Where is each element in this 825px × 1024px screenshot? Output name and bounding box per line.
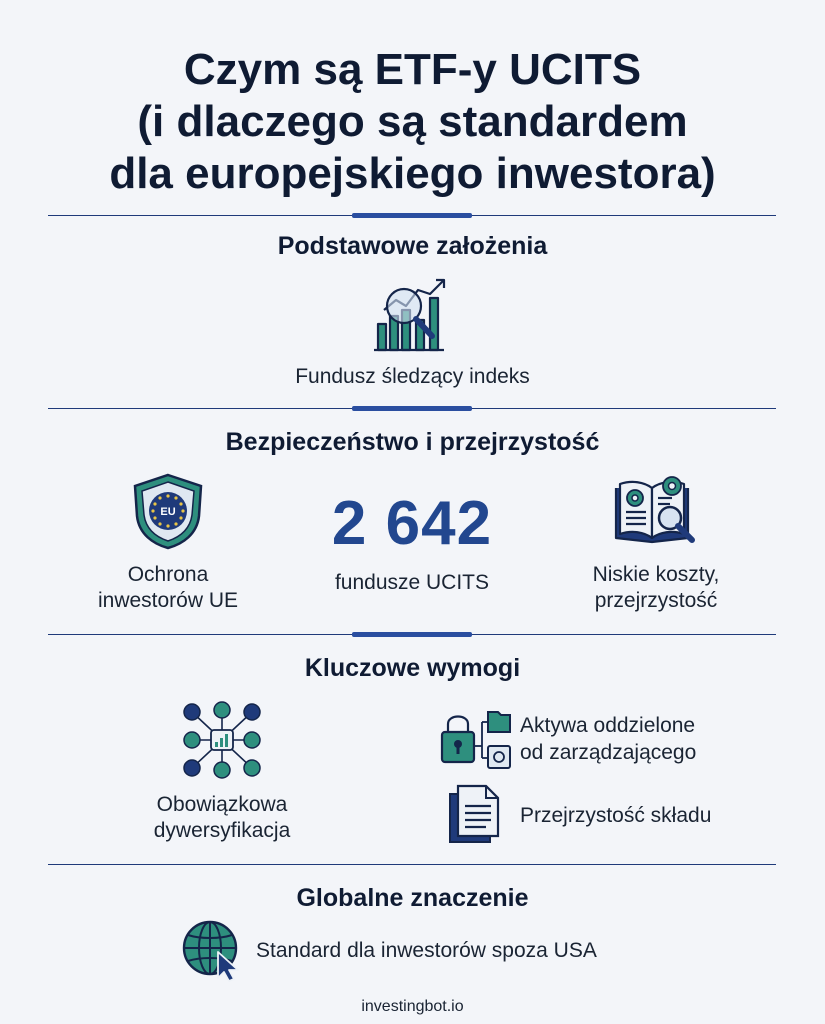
title-line-1: Czym są ETF-y UCITS <box>183 45 642 94</box>
section-divider <box>48 215 776 216</box>
asset-network-icon <box>180 700 264 785</box>
title-line-3: dla europejskiego inwestora) <box>109 149 716 198</box>
segregation-label <box>520 712 780 766</box>
protection-line-1: Ochrona <box>127 563 209 586</box>
section-divider <box>48 634 776 635</box>
eu-shield-icon <box>131 472 205 555</box>
low-costs-label <box>556 562 756 614</box>
section-divider <box>48 408 776 409</box>
documents-icon <box>446 782 502 849</box>
globe-cursor-icon <box>180 918 246 987</box>
index-fund-label: Fundusz śledzący indeks <box>295 365 530 388</box>
footer-source[interactable]: investingbot.io <box>361 998 464 1015</box>
diversification-line-1: Obowiązkowa <box>156 793 288 816</box>
segregation-line-2: od zarządzającego <box>520 741 697 764</box>
costs-line-2: przejrzystość <box>594 589 718 612</box>
ucits-fund-count: 2 642 <box>331 489 493 558</box>
diversification-label <box>122 792 322 844</box>
costs-line-1: Niskie koszty, <box>592 563 720 586</box>
title-line-2: (i dlaczego są standardem <box>137 97 688 146</box>
lock-folder-safe-icon <box>438 706 514 777</box>
global-standard-label: Standard dla inwestorów spoza USA <box>256 939 597 962</box>
segregation-line-1: Aktywa oddzielone <box>520 714 696 737</box>
protection-line-2: inwestorów UE <box>97 589 239 612</box>
section-divider <box>48 864 776 865</box>
page-title <box>0 44 825 200</box>
section-title-basics: Podstawowe założenia <box>277 232 548 260</box>
ucits-fund-count-label: fundusze UCITS <box>334 571 490 594</box>
section-title-safety: Bezpieczeństwo i przejrzystość <box>225 428 600 456</box>
section-title-requirements: Kluczowe wymogi <box>304 654 521 682</box>
investor-protection-label <box>68 562 268 614</box>
chart-magnifier-icon <box>372 276 454 359</box>
composition-transparency-label: Przejrzystość składu <box>520 804 712 827</box>
diversification-line-2: dywersyfikacja <box>153 819 291 842</box>
book-gears-magnifier-icon <box>612 472 702 555</box>
shield-eu-text: EU <box>160 506 176 518</box>
section-title-global: Globalne znaczenie <box>296 884 529 912</box>
